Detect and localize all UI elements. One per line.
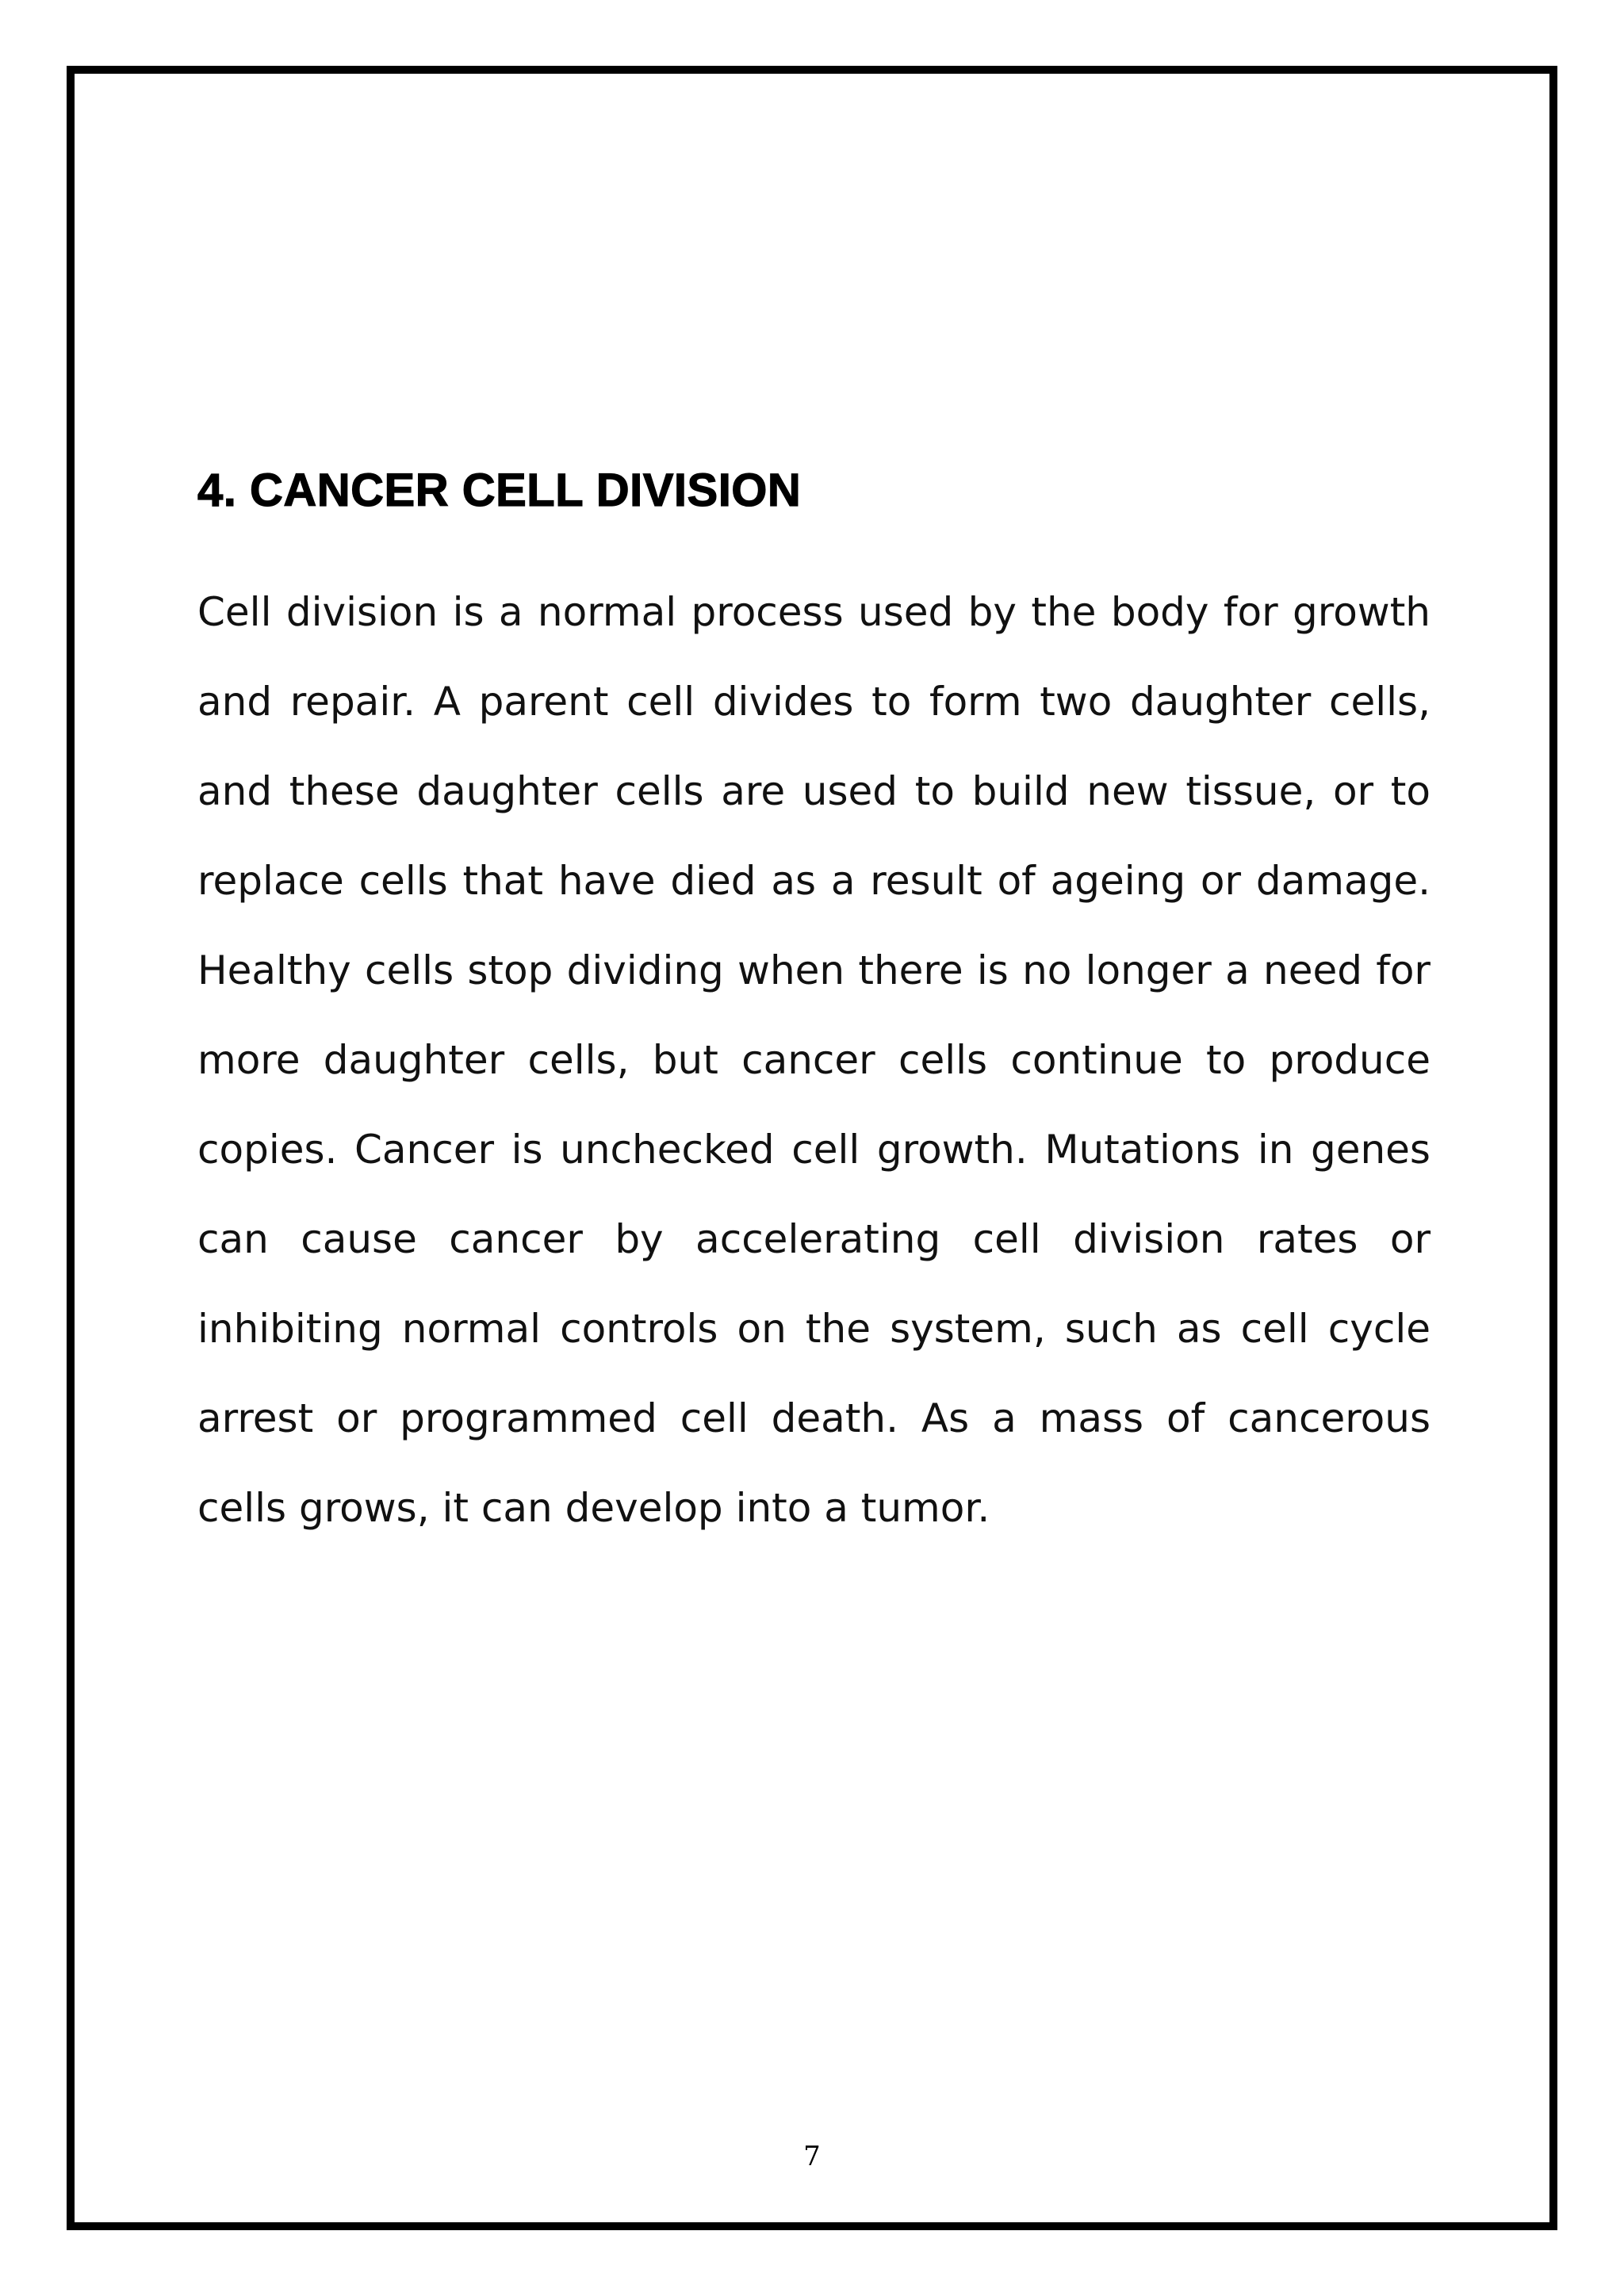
section-body-paragraph: Cell division is a normal process used by the body for growth and repair. A parent cell divides to form two daughter cells, and these daughter cells are used to build new tissue, or to replace cells that have died as a result of ageing or damage. Healthy cells stop dividing when there is no longer a need for more daughter cells, but cancer cells continue to produce copies. Cancer is unchecked cell growth. Mutations in genes can cause cancer by accelerating cell division rates or inhibiting normal controls on the system, such as cell cycle arrest or programmed cell death. As a mass of cancerous cells grows, it can develop into a tumor. [197, 589, 1431, 1531]
section-heading: 4. CANCER CELL DIVISION [197, 465, 802, 516]
page-number: 7 [803, 2141, 821, 2172]
